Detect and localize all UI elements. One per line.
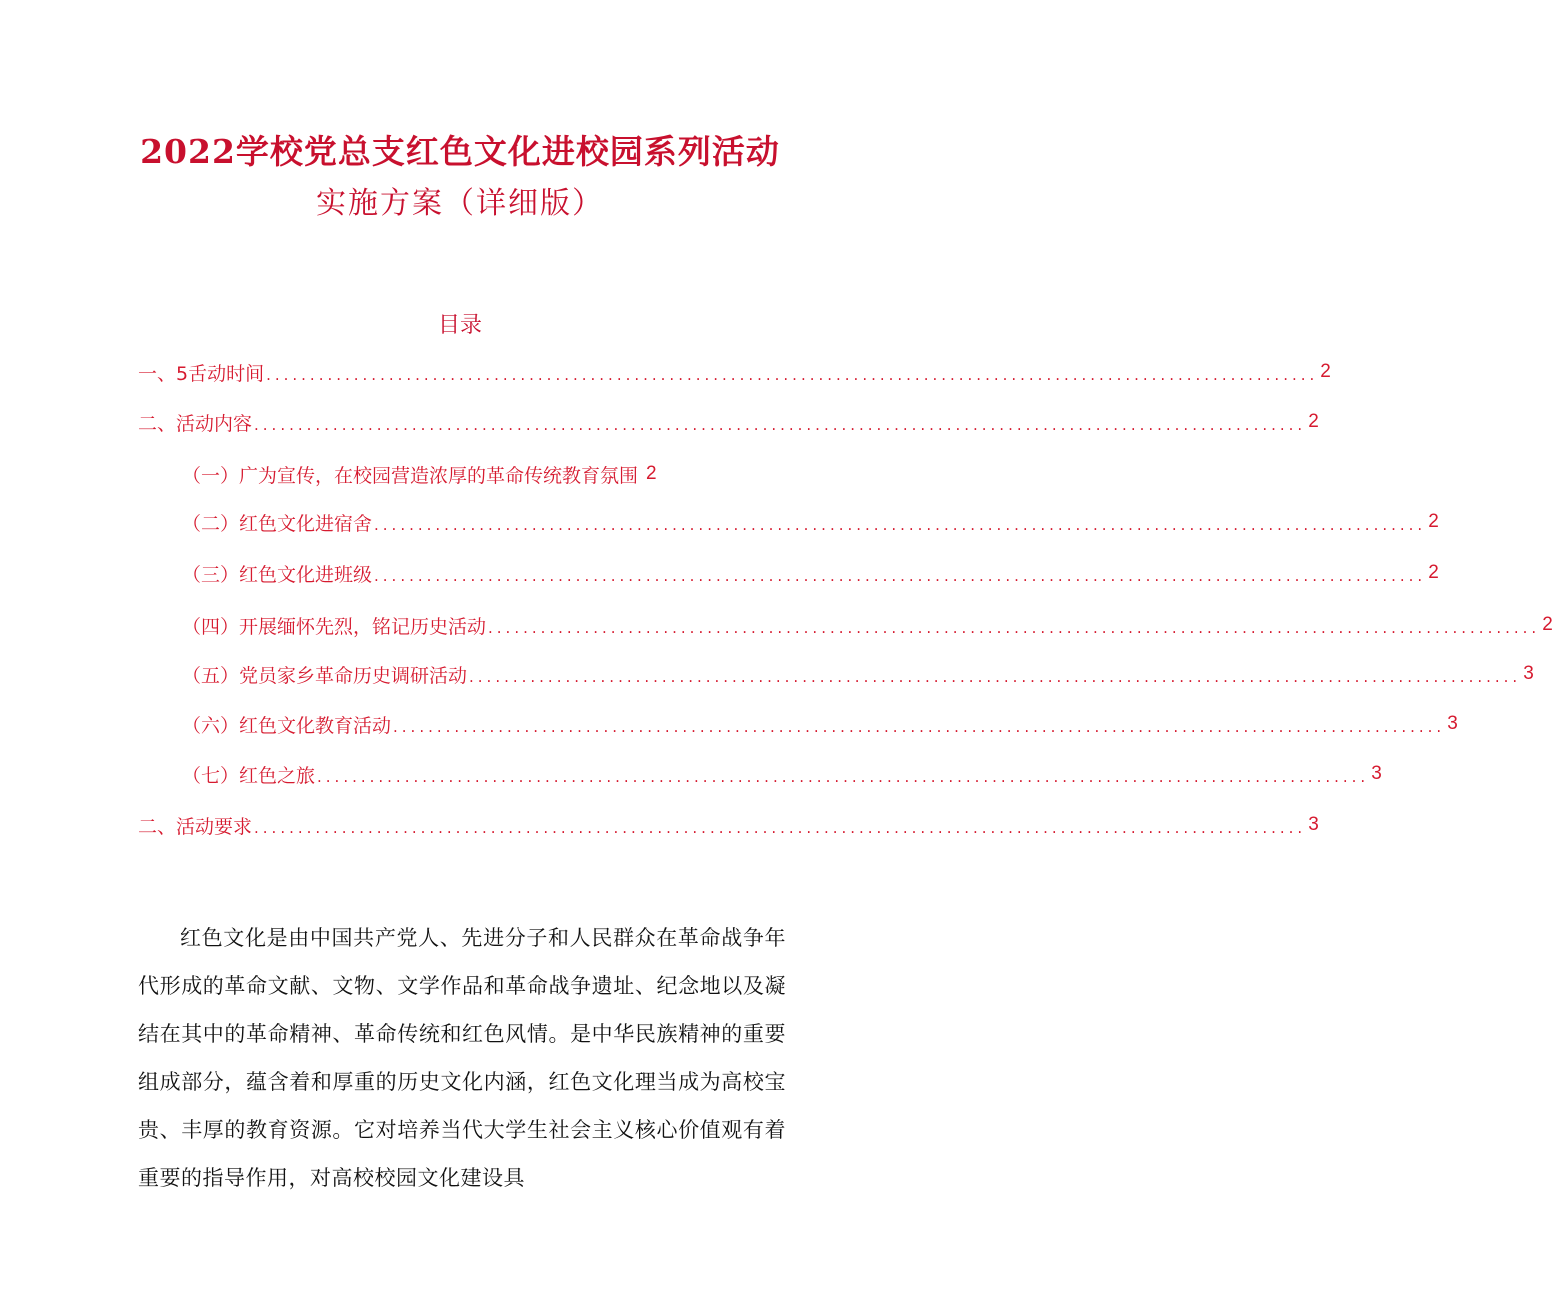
toc-dot-leader: ........................................................................................................................ <box>469 668 1522 686</box>
toc-dot-leader: ........................................................................................................................ <box>254 819 1307 837</box>
toc-entry-label: （三）红色文化进班级 <box>182 563 373 586</box>
toc-entry[interactable] <box>182 709 1458 739</box>
toc-entry[interactable] <box>138 407 1319 437</box>
toc-entry-page-number: 2 <box>1308 411 1319 432</box>
toc-dot-leader: ........................................................................................................................ <box>317 768 1370 786</box>
toc-entry-label: （七）红色之旅 <box>182 764 316 787</box>
toc-entry-page-number: 3 <box>1371 763 1382 784</box>
toc-entry[interactable] <box>182 507 1439 537</box>
toc-entry[interactable] <box>138 810 1319 840</box>
toc-entry-label: （五）党员家乡革命历史调研活动 <box>182 664 468 687</box>
toc-entry-label: 二、活动内容 <box>138 412 253 435</box>
toc-entry[interactable] <box>182 558 1439 588</box>
toc-dot-leader: ........................................................................................................................ <box>488 619 1541 637</box>
toc-entry[interactable] <box>182 610 1553 640</box>
toc-entry-page-number: 2 <box>646 463 657 484</box>
toc-entry[interactable] <box>182 459 778 489</box>
document-title-line1: 2022学校党总支红色文化进校园系列活动 <box>140 132 780 171</box>
body-paragraph: 红色文化是由中国共产党人、先进分子和人民群众在革命战争年代形成的革命文献、文物、文学作品和革命战争遗址、纪念地以及凝结在其中的革命精神、革命传统和红色风情。是中华民族精神的重要组成部分，蕴含着和厚重的历史文化内涵，红色文化理当成为高校宝贵、丰厚的教育资源。它对培养当代大学生社会主义核心价值观有着重要的指导作用，对高校校园文化建设具 <box>138 926 786 1190</box>
toc-entry[interactable] <box>138 357 1331 387</box>
toc-entry-label: （六）红色文化教育活动 <box>182 714 392 737</box>
toc-entry-page-number: 2 <box>1428 562 1439 583</box>
toc-entry-label: （四）开展缅怀先烈，铭记历史活动 <box>182 615 487 638</box>
toc-entry-page-number: 3 <box>1447 713 1458 734</box>
toc-dot-leader: ........................................................................................................................ <box>374 567 1427 585</box>
toc-dot-leader: ........................................................................................................................ <box>393 718 1446 736</box>
toc-heading: 目录 <box>437 313 482 338</box>
toc-entry-page-number: 3 <box>1308 814 1319 835</box>
toc-dot-leader: ........................................................................................................................ <box>254 416 1307 434</box>
toc-entry-label: （一）广为宣传，在校园营造浓厚的革命传统教育氛围 <box>182 464 639 487</box>
toc-entry[interactable] <box>182 659 1534 689</box>
toc-entry-page-number: 2 <box>1428 511 1439 532</box>
document-title-line2: 实施方案（详细版） <box>316 186 604 221</box>
toc-entry-label: 二、活动要求 <box>138 815 253 838</box>
toc-dot-leader: ........................................................................................................................ <box>266 366 1319 384</box>
toc-entry-label: 一、5舌动时间 <box>138 362 265 385</box>
toc-entry-label: （二）红色文化进宿舍 <box>182 512 373 535</box>
toc-entry[interactable] <box>182 759 1382 789</box>
toc-entry-page-number: 3 <box>1523 663 1534 684</box>
toc-dot-leader: ........................................................................................................................ <box>374 516 1427 534</box>
toc-entry-page-number: 2 <box>1320 361 1331 382</box>
toc-entry-page-number: 2 <box>1542 614 1553 635</box>
